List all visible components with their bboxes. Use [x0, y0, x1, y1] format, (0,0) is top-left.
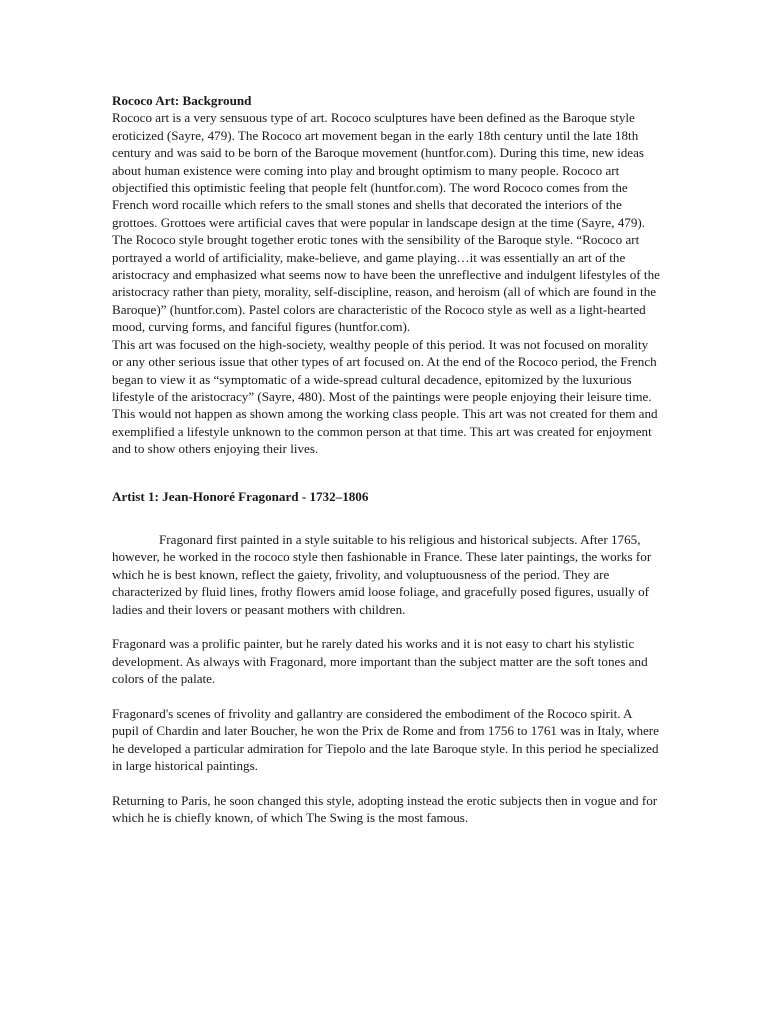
paragraph-spacer	[112, 775, 660, 792]
paragraph-fragonard-paris: Returning to Paris, he soon changed this style, adopting instead the erotic subjects then in vogue and for which he is chiefly known, of which The Swing is the most famous.	[112, 792, 658, 826]
document-body	[112, 92, 660, 827]
paragraph-rococo-society: This art was focused on the high-society, wealthy people of this period. It was not focused on morality or any other serious issue that other types of art focused on. At the end of the Rococo period, the French began to view it as “symptomatic of a wide-spread cultural decadence, epitomized by the luxurious lifestyle of the aristocracy” (Sayre, 480). Most of the paintings were people enjoying their leisure time. This would not happen as shown among the working class people. This art was not created for them and exemplified a lifestyle unknown to the common person at that time. This art was created for enjoyment and to show others enjoying their lives.	[112, 336, 658, 457]
paragraph-fragonard-rococo-spirit: Fragonard's scenes of frivolity and gallantry are considered the embodiment of the Rococo spirit. A pupil of Chardin and later Boucher, he won the Prix de Rome and from 1756 to 1761 was in Italy, where he developed a particular admiration for Tiepolo and the late Baroque style. In this period he specialized in large historical paintings.	[112, 705, 659, 774]
section-heading-artist-fragonard: Artist 1: Jean-Honoré Fragonard - 1732–1806	[112, 488, 369, 504]
paragraph-fragonard-style: Fragonard first painted in a style suitable to his religious and historical subjects. After 1765, however, he worked in the rococo style then fashionable in France. These later paintings, the works for which he is best known, reflect the gaiety, frivolity, and voluptuousness of the period. They are characterized by fluid lines, frothy flowers amid loose foliage, and gracefully posed figures, usually of ladies and their lovers or peasant mothers with children.	[112, 531, 652, 617]
heading-spacer	[112, 505, 660, 531]
paragraph-spacer	[112, 618, 660, 635]
paragraph-fragonard-prolific: Fragonard was a prolific painter, but he rarely dated his works and it is not easy to chart his stylistic development. As always with Fragonard, more important than the subject matter are the soft tones and colors of the palate.	[112, 636, 648, 687]
section-heading-rococo-background: Rococo Art: Background	[112, 93, 252, 108]
paragraph-rococo-intro: Rococo art is a very sensuous type of art. Rococo sculptures have been defined as the Baroque style eroticized (Sayre, 479). The Rococo art movement began in the early 18th century until the late 18th century and was said to be born of the Baroque movement (huntfor.com). During this time, new ideas about human existence were coming into play and brought optimism to many people. Rococo art objectified this optimistic feeling that people felt (huntfor.com). The word Rococo comes from the French word rocaille which refers to the small stones and shells that decorated the interiors of the grottoes. Grottoes were artificial caves that were popular in landscape design at the time (Sayre, 479). The Rococo style brought together erotic tones with the sensibility of the Baroque style. “Rococo art portrayed a world of artificiality, make-believe, and game playing…it was essentially an art of the aristocracy and emphasized what seems now to have been the unreflective and indulgent lifestyles of the aristocracy rather than piety, morality, self-discipline, reason, and heroism (all of which are found in the Baroque)” (huntfor.com). Pastel colors are characteristic of the Rococo style as well as a light-hearted mood, curving forms, and fanciful figures (huntfor.com).	[112, 110, 660, 335]
section-spacer	[112, 458, 660, 488]
paragraph-spacer	[112, 688, 660, 705]
